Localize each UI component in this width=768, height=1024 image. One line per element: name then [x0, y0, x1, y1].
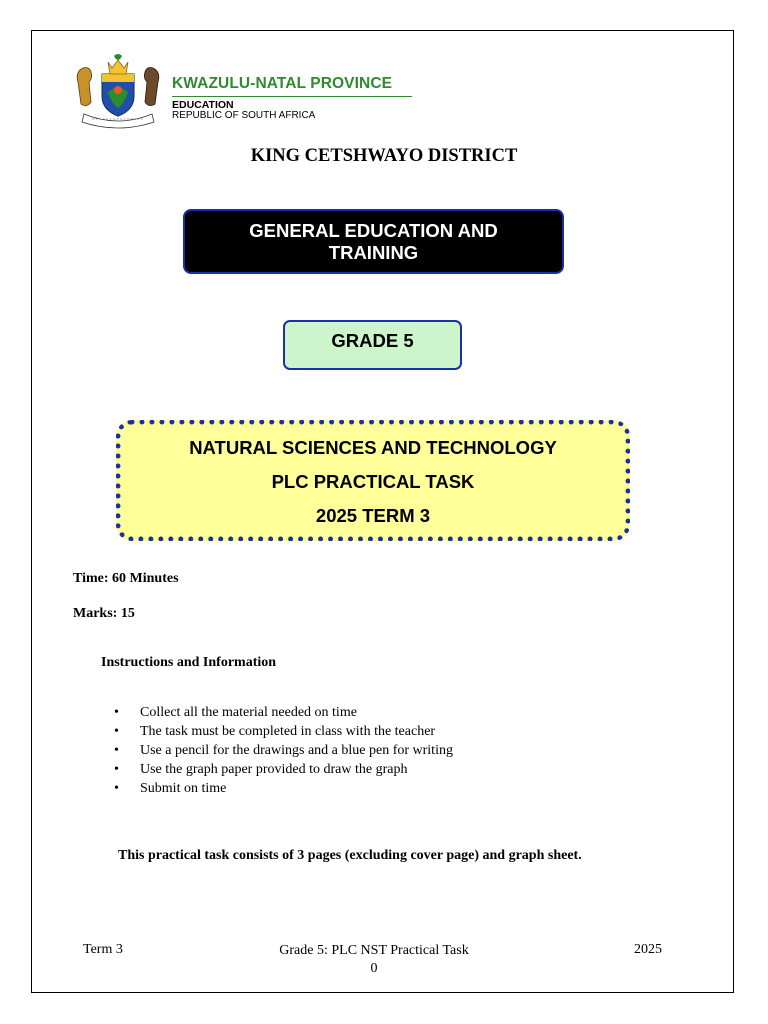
department-name: EDUCATION: [172, 99, 234, 111]
closing-note: This practical task consists of 3 pages (excluding cover page) and graph sheet.: [118, 848, 582, 863]
coat-of-arms-icon: [72, 52, 164, 130]
task-title: PLC PRACTICAL TASK: [271, 471, 475, 492]
list-item-text: The task must be completed in class with the teacher: [140, 724, 436, 739]
term-title: 2025 TERM 3: [315, 505, 431, 526]
list-item: [114, 781, 453, 800]
page-number: 0: [370, 961, 378, 976]
bullet-icon: •: [114, 762, 119, 777]
phase-banner: [183, 209, 564, 274]
bullet-icon: •: [114, 781, 119, 796]
instructions-list: [114, 705, 453, 800]
bullet-icon: •: [114, 743, 119, 758]
total-marks: Marks: 15: [73, 606, 135, 621]
footer-term: Term 3: [83, 942, 123, 957]
phase-banner-text: GENERAL EDUCATION AND TRAINING: [249, 219, 498, 263]
bullet-icon: •: [114, 705, 119, 720]
list-item-text: Collect all the material needed on time: [140, 705, 357, 720]
grade-banner: [283, 320, 462, 370]
bullet-icon: •: [114, 724, 119, 739]
subject-banner: [116, 420, 630, 541]
list-item: [114, 705, 453, 724]
province-name: KWAZULU-NATAL PROVINCE: [172, 75, 393, 92]
list-item: [114, 724, 453, 743]
list-item-text: Use a pencil for the drawings and a blue pen for writing: [140, 743, 453, 758]
list-item-text: Submit on time: [140, 781, 227, 796]
list-item: [114, 743, 453, 762]
district-title: KING CETSHWAYO DISTRICT: [250, 146, 518, 166]
list-item-text: Use the graph paper provided to draw the graph: [140, 762, 408, 777]
instructions-heading: Instructions and Information: [101, 655, 277, 670]
time-allowed: Time: 60 Minutes: [73, 571, 179, 586]
list-item: [114, 762, 453, 781]
footer-title-text: Grade 5: PLC NST Practical Task: [279, 943, 469, 958]
country-name: REPUBLIC OF SOUTH AFRICA: [172, 110, 316, 121]
footer-year: 2025: [634, 942, 662, 957]
subject-title: NATURAL SCIENCES AND TECHNOLOGY: [189, 437, 557, 458]
province-divider: [172, 96, 412, 97]
grade-banner-text: GRADE 5: [331, 330, 414, 351]
